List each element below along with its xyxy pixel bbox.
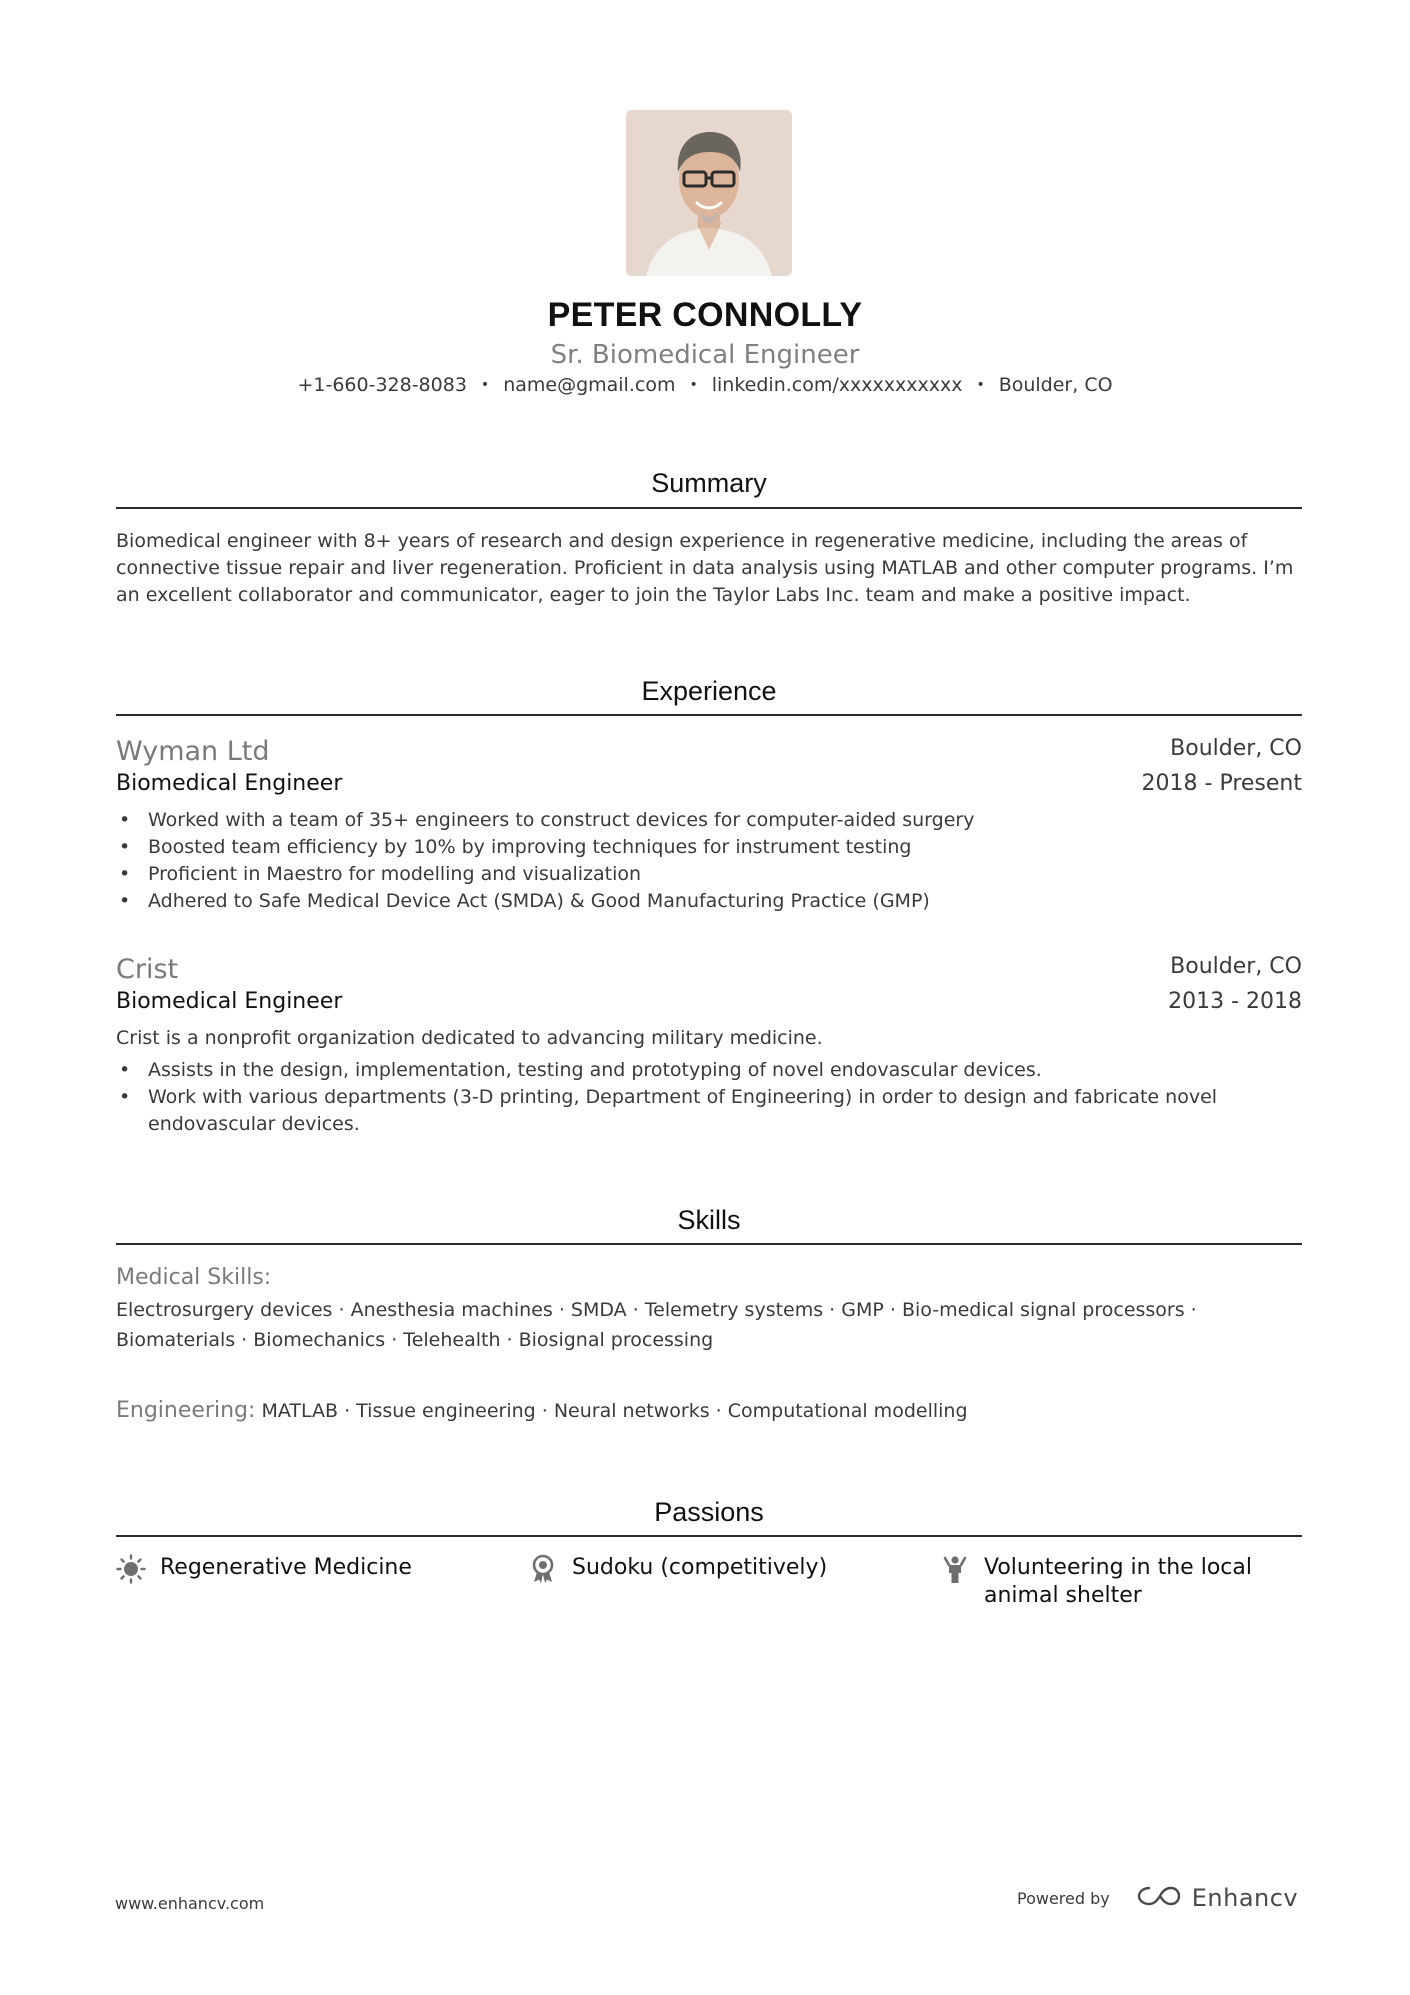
job-bullet: • Worked with a team of 35+ engineers to construct devices for computer-aided surgery: [119, 809, 975, 831]
job-bullet: • Adhered to Safe Medical Device Act (SMDA) & Good Manufacturing Practice (GMP): [119, 890, 930, 912]
job-bullets: [116, 807, 1266, 915]
experience-heading: Experience: [641, 676, 777, 706]
skill-list: Electrosurgery devices · Anesthesia machines · SMDA · Telemetry systems · GMP · Bio-medical signal processors · Biomaterials · Biomechanics · Telehealth · Biosignal processing: [116, 1299, 1197, 1351]
footer-branding: [1017, 1878, 1298, 1918]
candidate-title: Sr. Biomedical Engineer: [550, 340, 860, 370]
job-bullet: • Work with various departments (3-D printing, Department of Engineering) in order to design and fabricate novel endovascular devices.: [119, 1086, 1218, 1135]
contact-phone: +1-660-328-8083: [297, 374, 467, 396]
footer-website[interactable]: www.enhancv.com: [115, 1894, 265, 1913]
passion-item: [116, 1554, 412, 1584]
contact-separator: •: [976, 377, 985, 393]
job-dates: 2013 - 2018: [1168, 989, 1302, 1014]
skills-heading: Skills: [677, 1205, 741, 1235]
job-company: Wyman Ltd: [116, 736, 270, 767]
job-location: Boulder, CO: [1170, 954, 1302, 979]
sun-icon: [116, 1554, 146, 1584]
job-bullet: • Proficient in Maestro for modelling and visualization: [119, 863, 642, 885]
job-dates: 2018 - Present: [1141, 771, 1302, 796]
passion-item: [940, 1554, 1254, 1610]
contact-separator: •: [689, 377, 698, 393]
job-role: Biomedical Engineer: [116, 771, 343, 796]
experience-divider: [116, 714, 1302, 716]
job-location: Boulder, CO: [1170, 736, 1302, 761]
passion-label: Sudoku (competitively): [572, 1555, 828, 1580]
summary-divider: [116, 507, 1302, 509]
award-icon: [528, 1554, 558, 1584]
job-company: Crist: [116, 954, 179, 985]
powered-by-label: Powered by: [1017, 1888, 1110, 1908]
passion-label: Regenerative Medicine: [160, 1555, 412, 1580]
job-bullet: • Boosted team efficiency by 10% by improving techniques for instrument testing: [119, 836, 912, 858]
enhancv-logo-icon: [1136, 1883, 1182, 1913]
job-bullet: • Assists in the design, implementation, testing and prototyping of novel endovascular devices.: [119, 1059, 1042, 1081]
skill-category: Engineering:: [116, 1398, 256, 1423]
summary-text: Biomedical engineer with 8+ years of research and design experience in regenerative medicine, including the areas of connective tissue repair and liver regeneration. Proficient in data analysis using MATLAB and other computer programs. I’m an excellent collaborator and communicator, eager to join the Taylor Labs Inc. team and make a positive impact.: [116, 530, 1294, 606]
brand-name: Enhancv: [1191, 1884, 1299, 1912]
person-icon: [940, 1554, 970, 1584]
contact-separator: •: [480, 377, 490, 393]
profile-photo: [626, 110, 792, 276]
job-role: Biomedical Engineer: [116, 989, 343, 1014]
contact-linkedin: linkedin.com/xxxxxxxxxxx: [711, 374, 963, 396]
summary-heading: Summary: [651, 468, 767, 498]
candidate-name: PETER CONNOLLY: [547, 296, 863, 334]
contact-location: Boulder, CO: [998, 374, 1113, 396]
job-bullets: [116, 1057, 1266, 1138]
passions-heading: Passions: [654, 1497, 764, 1527]
contact-line: [0, 374, 1410, 396]
job-description: Crist is a nonprofit organization dedicated to advancing military medicine.: [116, 1027, 823, 1049]
contact-email: name@gmail.com: [503, 374, 676, 396]
skill-category: Medical Skills:: [116, 1265, 272, 1290]
passions-divider: [116, 1535, 1302, 1537]
passion-item: [528, 1554, 827, 1584]
skill-group-inline: [116, 1396, 1302, 1426]
passion-label: Volunteering in the local animal shelter: [984, 1555, 1252, 1608]
skills-divider: [116, 1243, 1302, 1245]
skill-list: MATLAB · Tissue engineering · Neural networks · Computational modelling: [261, 1400, 968, 1422]
